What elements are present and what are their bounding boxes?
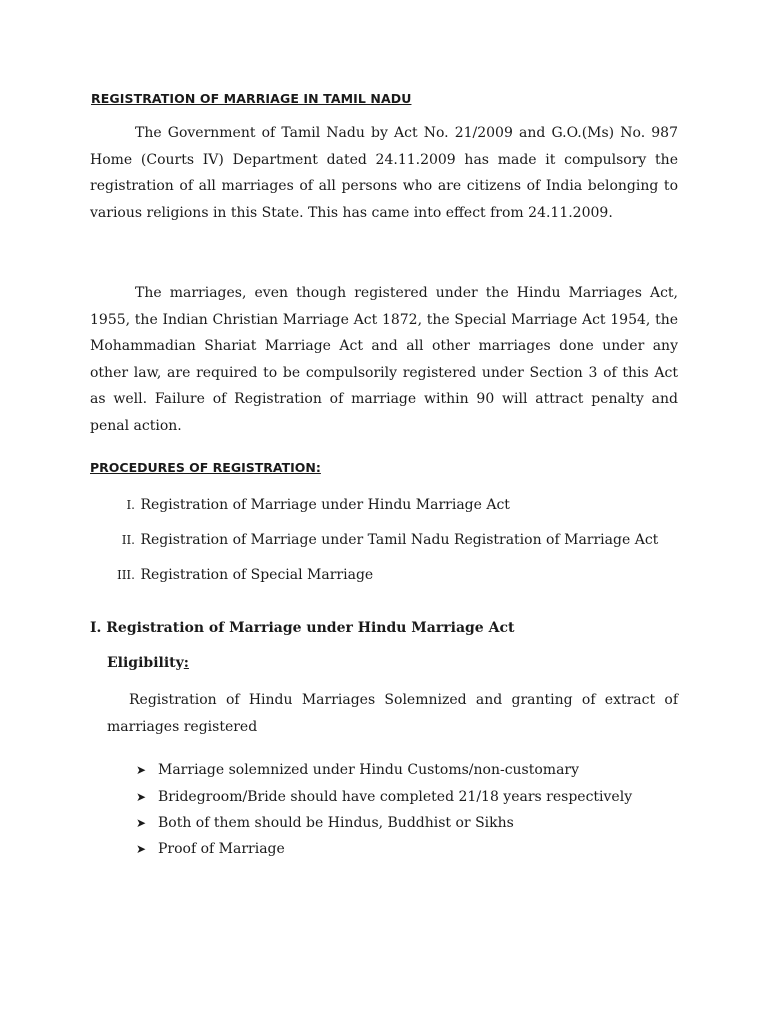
arrow-bullet-icon: ➤	[136, 816, 147, 830]
procedure-text: Registration of Special Marriage	[140, 567, 374, 583]
list-item	[136, 789, 632, 805]
eligibility-paragraph	[107, 687, 678, 740]
arrow-bullet-icon: ➤	[136, 763, 147, 777]
arrow-bullet-icon: ➤	[136, 790, 147, 804]
procedure-item	[100, 532, 658, 548]
procedure-number: II.	[121, 533, 135, 547]
list-item	[136, 841, 285, 857]
eligibility-text: Registration of Hindu Marriages Solemnized and granting of extract of marriages registered	[107, 692, 678, 735]
bullet-text: Proof of Marriage	[158, 841, 285, 857]
procedure-text: Registration of Marriage under Tamil Nadu Registration of Marriage Act	[140, 532, 659, 548]
bullet-text: Marriage solemnized under Hindu Customs/non-customary	[158, 762, 580, 778]
eligibility-colon: :	[183, 655, 189, 671]
paragraph-act-intro	[90, 120, 678, 226]
procedure-item	[100, 567, 373, 583]
list-item	[136, 815, 514, 831]
paragraph-2-text: The marriages, even though registered under the Hindu Marriages Act, 1955, the Indian Christian Marriage Act 1872, the Special Marriage Act 1954, the Mohammadian Shariat Marriage Act and all other marriages done under any other law, are required to be compulsorily registered under Section 3 of this Act as well. Failure of Registration of marriage within 90 will attract penalty and penal action.	[90, 285, 678, 434]
procedure-text: Registration of Marriage under Hindu Marriage Act	[140, 497, 510, 513]
bullet-text: Both of them should be Hindus, Buddhist or Sikhs	[158, 815, 514, 831]
eligibility-label: Eligibility	[107, 655, 184, 671]
section-1-heading: I. Registration of Marriage under Hindu Marriage Act	[90, 620, 515, 636]
procedure-item	[100, 497, 510, 513]
arrow-bullet-icon: ➤	[136, 842, 147, 856]
paragraph-compulsory-registration	[90, 280, 678, 439]
eligibility-heading	[107, 655, 189, 671]
list-item	[136, 762, 579, 778]
procedures-heading: PROCEDURES OF REGISTRATION:	[90, 460, 321, 475]
paragraph-1-text: The Government of Tamil Nadu by Act No. 21/2009 and G.O.(Ms) No. 987 Home (Courts IV) Department dated 24.11.2009 has made it compulsory the registration of all marriages of all persons who are citizens of India belonging to various religions in this State. This has came into effect from 24.11.2009.	[90, 125, 678, 221]
procedure-number: III.	[116, 568, 135, 582]
bullet-text: Bridegroom/Bride should have completed 21/18 years respectively	[158, 789, 633, 805]
document-title: REGISTRATION OF MARRIAGE IN TAMIL NADU	[91, 91, 412, 106]
procedure-number: I.	[126, 498, 135, 512]
